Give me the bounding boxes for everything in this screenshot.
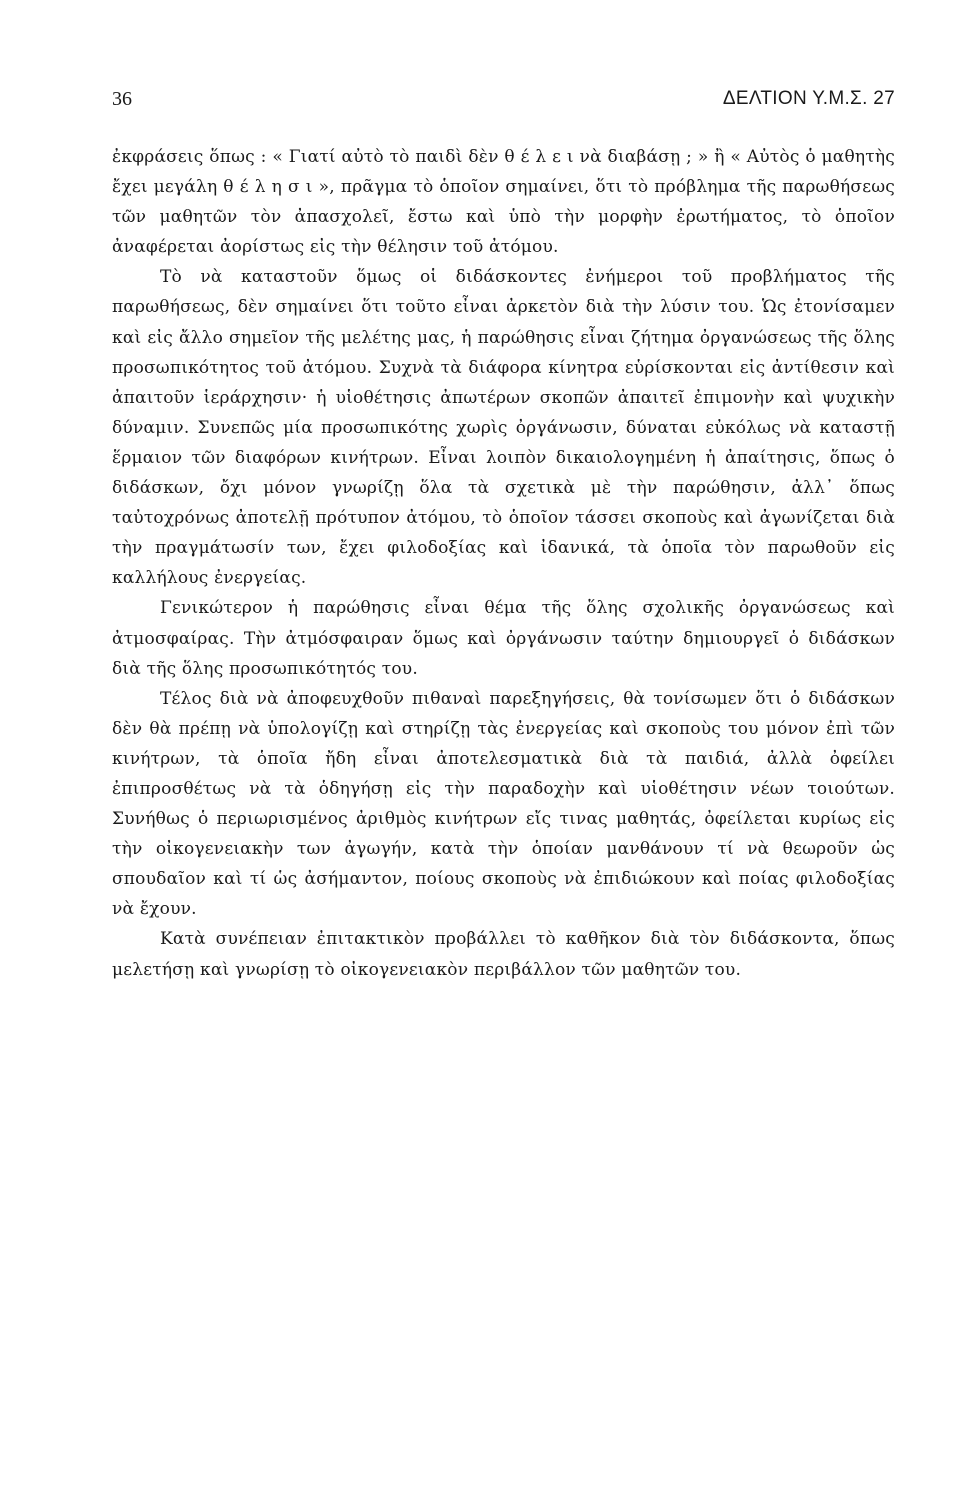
paragraph: Τέλος διὰ νὰ ἀποφευχθοῦν πιθαναὶ παρεξηγήσεις, θὰ τονίσωμεν ὅτι ὁ διδάσκων δὲν θὰ πρέπῃ νὰ ὑπολογίζῃ καὶ στηρίζῃ τὰς ἐνεργείας καὶ σκοποὺς του μόνον ἐπὶ τῶν κινήτρων, τὰ ὁποῖα ἤδη εἶναι ἀποτελεσματικὰ διὰ τὰ παιδιά, ἀλλὰ ὀφείλει ἐπιπροσθέτως νὰ τὰ ὁδηγήσῃ εἰς τὴν παραδοχὴν καὶ υἱοθέτησιν νέων τοιούτων. Συνήθως ὁ περιωρισμένος ἀριθμὸς κινήτρων εἴς τινας μαθητάς, ὀφείλεται κυρίως εἰς τὴν οἰκογενειακὴν των ἀγωγήν, κατὰ τὴν ὁποίαν μανθάνουν τί νὰ θεωροῦν ὡς σπουδαῖον καὶ τί ὡς ἀσήμαντον, ποίους σκοποὺς νὰ ἐπιδιώκουν καὶ ποίας φιλοδοξίας νὰ ἔχουν. bbox=[112, 688, 895, 920]
body-text bbox=[112, 142, 895, 985]
page-header bbox=[112, 88, 895, 118]
paragraph: Τὸ νὰ καταστοῦν ὅμως οἱ διδάσκοντες ἐνήμεροι τοῦ προβλήματος τῆς παρωθήσεως, δὲν σημαίνει ὅτι τοῦτο εἶναι ἀρκετὸν διὰ τὴν λύσιν του. Ὡς ἐτονίσαμεν καὶ εἰς ἄλλο σημεῖον τῆς μελέτης μας, ἡ παρώθησις εἶναι ζήτημα ὀργανώσεως τῆς ὅλης προσωπικότητος τοῦ ἀτόμου. Συχνὰ τὰ διάφορα κίνητρα εὑρίσκονται εἰς ἀντίθεσιν καὶ ἀπαιτοῦν ἱεράρχησιν· ἡ υἱοθέτησις ἀπωτέρων σκοπῶν ἀπαιτεῖ ἐπιμονὴν καὶ ψυχικὴν δύναμιν. Συνεπῶς μία προσωπικότης χωρὶς ὀργάνωσιν, δύναται εὐκόλως νὰ καταστῇ ἕρμαιον τῶν διαφόρων κινήτρων. Εἶναι λοιπὸν δικαιολογημένη ἡ ἀπαίτησις, ὅπως ὁ διδάσκων, ὄχι μόνον γνωρίζῃ ὅλα τὰ σχετικὰ μὲ τὴν παρώθησιν, ἀλλ᾽ ὅπως ταὐτοχρόνως ἀποτελῇ πρότυπον ἀτόμου, τὸ ὁποῖον τάσσει σκοποὺς καὶ ἀγωνίζεται διὰ τὴν πραγμάτωσίν των, ἔχει φιλοδοξίας καὶ ἰδανικά, τὰ ὁποῖα τὸν παρωθοῦν εἰς καλλήλους ἐνεργείας. bbox=[112, 267, 895, 589]
page-number: 36 bbox=[112, 88, 132, 110]
journal-title: ΔΕΛΤΙΟΝ Υ.Μ.Σ. 27 bbox=[722, 88, 895, 109]
paragraph-continued: ἐκφράσεις ὅπως : « Γιατί αὐτὸ τὸ παιδὶ δὲν θ έ λ ε ι νὰ διαβάσῃ ; » ἢ « Αὐτὸς ὁ μαθητὴς ἔχει μεγάλη θ έ λ η σ ι », πρᾶγμα τὸ ὁποῖον σημαίνει, ὅτι τὸ πρόβλημα τῆς παρωθήσεως τῶν μαθητῶν τὸν ἀπασχολεῖ, ἔστω καὶ ὑπὸ τὴν μορφὴν ἐρωτήματος, τὸ ὁποῖον ἀναφέρεται ἀορίστως εἰς τὴν θέλησιν τοῦ ἀτόμου. bbox=[112, 147, 895, 258]
paragraph: Γενικώτερον ἡ παρώθησις εἶναι θέμα τῆς ὅλης σχολικῆς ὀργανώσεως καὶ ἀτμοσφαίρας. Τὴν ἀτμόσφαιραν ὅμως καὶ ὀργάνωσιν ταύτην δημιουργεῖ ὁ διδάσκων διὰ τῆς ὅλης προσωπικότητός του. bbox=[112, 598, 895, 679]
paragraph: Κατὰ συνέπειαν ἐπιτακτικὸν προβάλλει τὸ καθῆκον διὰ τὸν διδάσκοντα, ὅπως μελετήσῃ καὶ γνωρίσῃ τὸ οἰκογενειακὸν περιβάλλον τῶν μαθητῶν του. bbox=[112, 929, 895, 980]
